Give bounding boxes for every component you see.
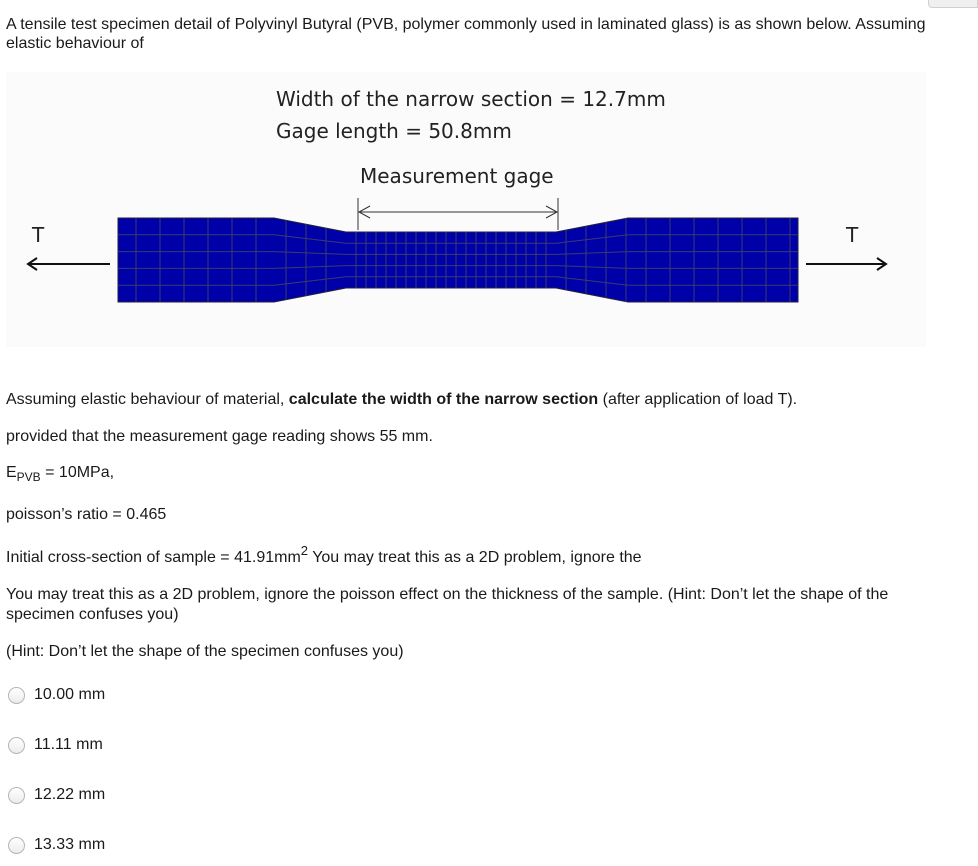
width-label: Width of the narrow section = 12.7mm [276,87,666,111]
modulus-text: $E_{PVB} = 10MPa$, [6,464,115,484]
answer-option-1[interactable] [8,684,105,706]
radio-button[interactable] [8,737,25,754]
specimen-body [118,218,798,302]
radio-button[interactable] [8,837,25,854]
question-text: Assuming elastic behaviour of material, calculate the width of the narrow section (after application of load T). [6,391,798,408]
gage-reading-text: provided that the measurement gage reading shows 55 mm. [6,428,433,445]
option-label: 10.00 mm [34,686,106,703]
specimen-figure [6,72,926,347]
option-label: 12.22 mm [34,786,106,803]
specimen-diagram [6,72,926,347]
load-arrow-right [806,258,886,270]
option-label: 13.33 mm [34,836,106,853]
load-label-left: T [32,223,45,247]
note-text: You may treat this as a 2D problem, ignore the poisson effect on the thickness of the sample. (Hint: Don’t let the shape of the specimen confuses you) [6,586,889,623]
measurement-gage-arrow [358,198,558,230]
hint-text: (Hint: Don’t let the shape of the specimen confuses you) [6,643,404,660]
answer-option-4[interactable] [8,834,105,856]
poisson-ratio-text: poisson’s ratio = 0.465 [6,506,167,523]
option-label: 11.11 mm [34,736,103,753]
window-corner-tab [928,0,978,8]
gage-label: Gage length = 50.8mm [276,119,512,143]
measurement-gage-label: Measurement gage [360,164,554,188]
radio-button[interactable] [8,787,25,804]
cross-section-text: Initial cross-section of sample = $41.91mm^2$ You may treat this as a 2D problem, ignore the [6,543,642,566]
radio-button[interactable] [8,687,25,704]
answer-option-2[interactable] [8,734,103,756]
answer-option-3[interactable] [8,784,105,806]
intro-text: A tensile test specimen detail of Polyvinyl Butyral (PVB, polymer commonly used in laminated glass) is as shown below. Assuming elastic behaviour of [6,16,926,52]
load-label-right: T [846,223,859,247]
question-emphasis: calculate the width of the narrow section [288,391,599,408]
load-arrow-left [28,258,110,270]
